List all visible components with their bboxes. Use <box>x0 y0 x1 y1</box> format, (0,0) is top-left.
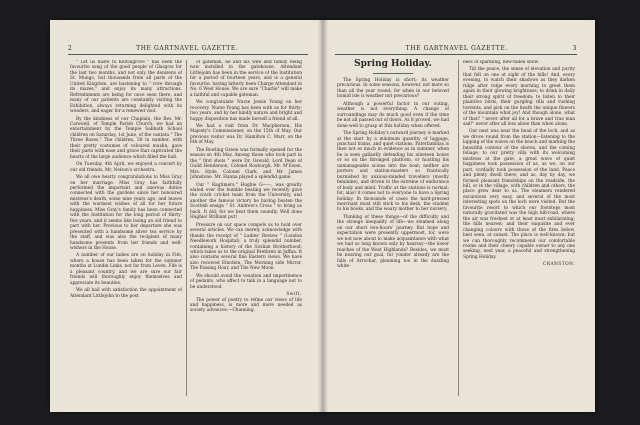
paragraph: Our next was near the head of the loch, and as we drove round from the station—listening to the lapping of the waves on the beach and marking the beautiful contour of the shores, and the coming foliage, to our pretty villa with its welcoming mistress at the gate, a great wave of quiet happiness took possession of us, as we, on our part, cordially took possession of the land. Peace and plenty dwell there; and as, day by day, we formed pleasant friendships on the roadside, the hill, or in the village, with children and others, the place grew dear to us. The steamers rendered excursions very easy, and several of the most interesting spots on the loch were visited. But the favourite resort to which our footsteps most naturally gravitated was the high hill-road, where the air was freshest or at least most exhilarating; the hills nearest; and their exquisite and ever changing colours with those of the fires below, best seen, at sunset. The place is well-known; but we can thoroughly recommend our comfortable rooms and their cheery capable owner to any one seeking, next year, a peaceful and strengthening Spring Holiday. <box>463 129 575 260</box>
right-page <box>323 20 595 412</box>
paragraph: of gateman, he and his wife and family being now installed in the gatehouse. Attendant Littlejohn has been in the service of the Institution for a period of fourteen years, and is a general favourite, having latterly been Charge Attendant in No. 6 West House. We are sure "Charlie" will make a faithful and capable gateman. <box>190 60 302 98</box>
left-page-number: 2 <box>68 45 73 52</box>
paragraph: We all hail with satisfaction the appointment of Attendant Littlejohn to the post <box>70 288 182 299</box>
paragraph: Although a powerful factor in our outing, weather is not everything. A change of surroundings may do much good even if the time be not all passed out of doors. As it proved, we had done well to grasp at this holiday when offered. <box>337 101 449 129</box>
right-page-number: 3 <box>572 45 577 52</box>
paragraph: ness of sparkling, new-fallen snow. <box>463 60 539 65</box>
left-column-1 <box>70 60 182 400</box>
paragraph: On Tuesday, 4th April, we enjoyed a concert by our old friends, Mr. Nelson's orchestra. <box>70 162 182 173</box>
paragraph: The power of poetry to refine our views of life and happiness, is more and more needed as society advances.—Channing. <box>190 297 302 314</box>
left-column-2 <box>190 60 302 400</box>
right-page-header <box>335 42 577 55</box>
column-rule <box>186 60 187 396</box>
paragraph: We congratulate Nurse Jessie Young on her recovery. Nurse Young has been with us for thirty-two years, and by her kindly nature and bright and happy disposition has made herself a friend of all. <box>190 100 302 122</box>
right-column-1 <box>337 58 449 398</box>
paragraph: The Spring Holiday is short; its weather precarious. In some seasons, however, not more so than all the year round; for when in our beloved humid isle is weather not precarious? <box>337 78 449 100</box>
magazine-spread <box>50 20 595 412</box>
author-signature: CRANSTON. <box>542 262 575 268</box>
paragraph: The Bowling Green was formally opened for the season on 4th May. Among those who took part in the " first shots " were Dr. Oswald, Lord Dean of Guild Henderson, Colonel Roxburgh, Mr. M'Ewan, Mrs. Hyde, Colonel Clark, and Mr. James Johnstone. Mr. Hanna played a splendid game. <box>190 147 302 181</box>
paragraph: We all owe hearty congratulations to Miss Gray on her marriage. Miss Gray has faithfully performed the important and onerous duties connected with the gardens since her honoured mistress's death, some nine years ago, and leaves with the warmest wishes of all for her future happiness. Miss Gray's family has been connected with the Institution for the long period of thirty-five years, and it seems like losing an old friend to part with her. Previous to her departure she was presented with a handsome silver tea service by the staff, and was also the recipient of many handsome presents from her friends and well-wishers in the House. <box>70 175 182 251</box>
paragraph: Thinking of these things—of the difficulty and the strange inequality of life—we steamed along on our short two-hours' journey. But hope and expectation were presently uppermost, for, were we not now about to make acquaintance with what we had so long known only by hearsay—the lower reaches of the West Highlands? Besides, we must be nearing our goal, for yonder already are the falls of Arrochar, gleaming too in the dazzling white- <box>337 214 449 269</box>
paragraph: " Let us haste to Kelvingrove " has been the favourite song of the good people of Glasgow for the last two months, and not only the denizens of St. Mungo, but thousands from all parts of the United Kingdom, are hastening to " rove through its mazes," and enjoy its many attractions. Refreshments are being for once seen there, and many of our patients are constantly visiting the Exhibition, always returning delighted with its wonders, and eager for a renewed visit. <box>70 60 182 115</box>
paragraph: Till the peace, the sense of elevation and purity that fell on one at sight of the hills! And, every evening, to watch their shadows as they darken ridge after ridge every morning to greet them again in their glowing brightness; to drink in daily their strong spirit of freedom; to listen to their plaintive birds, their gurgling rills and rushing torrents, and pick on the heath the unique flowers of the mountain what joy! And though alone, what of that? " never after all for a brave and true man sad!" never after all less alone than when alone. <box>463 67 575 127</box>
left-page <box>50 20 322 412</box>
right-running-title: THE GARTNAVEL GAZETTE. <box>405 45 508 52</box>
quote-attribution: Swift. <box>286 292 302 298</box>
paragraph: We had a visit from Dr. Macpherson, His Majesty's Commissioner, on the 15th of May. Our previous visitor was Dr. Hamilton C. Marr, on the 6th of May. <box>190 123 302 146</box>
column-rule <box>458 60 459 396</box>
paragraph: We should avoid the vexation and impertinence of pedants, who affect to talk in a language not to be understood. <box>190 273 302 290</box>
paragraph: Pressure on our space compels us to hold over several articles. We can merely acknowledge with thanks the receipt of " Ladies' Review " (London Needlework Hospital), a truly splendid number, containing a history of the Sicilian Brotherhood, which takes us to the original Brethren in Jaffna. It also contains several fine Eastern views. We have also received Emotion, The Morning side Mirror, The Passing Hour, and The New Moon. <box>190 222 302 272</box>
left-page-header <box>68 42 308 55</box>
article-title: Spring Holiday. <box>354 59 432 69</box>
left-running-title: THE GARTNAVEL GAZETTE. <box>136 45 239 52</box>
paragraph: By the kindness of our Chaplain, the Rev. Mr. Carswell, of Temple Parish Church, we had an entertainment by the Temple Sabbath School children on Saturday, 1st June, of the cantata " The Three Roses." The children, 50 in number, with their pretty costumes of coloured muslin, gave their parts with ease and grace that captivated the hearts of the large audience which filled the hall. <box>70 116 182 160</box>
right-column-2 <box>463 60 575 400</box>
title-divider <box>373 73 413 74</box>
paragraph: A number of our ladies are on holiday in Fife, where a house has been taken for the summer months at Lundin Links, not far from Leven. Fife is a pleasant country, and we are sure our fair friends will thoroughly enjoy themselves and appreciate its beauties. <box>70 253 182 286</box>
paragraph: The Spring Holiday's outward journey is marked at the start by a minimum quantity of luggage, punctual trains, and quiet stations. Paterfamilias is then not so much in evidence as in summer, when he is seen gallantly defending his nineteen boxes or so on the thronged platform, or hustling his unmanageable scions into the boat; neither are porters and station-masters so frantically burnished by anxious-minded travellers (mostly feminine), and driven to the extreme of endurance of body and mind. Traffic at the stations is normal; for, alas! it comes not to everyone to have a Spring holiday. In thousands of cases the hard-pressed merchant must still stick to his desk, the student to his books, and the weary mother to her nursery. <box>337 131 449 213</box>
paragraph: Our " Ragtimers," Hughie G——, was greatly elated over the humble beating we recently gave the crack cricket team from the University, and another the famous victory he having beaten the Scottish ensign " St. Andrew's Cross " to bring us back. It did; for we beat them soundly. Well done Hughie! Brilliant put! <box>190 182 302 221</box>
